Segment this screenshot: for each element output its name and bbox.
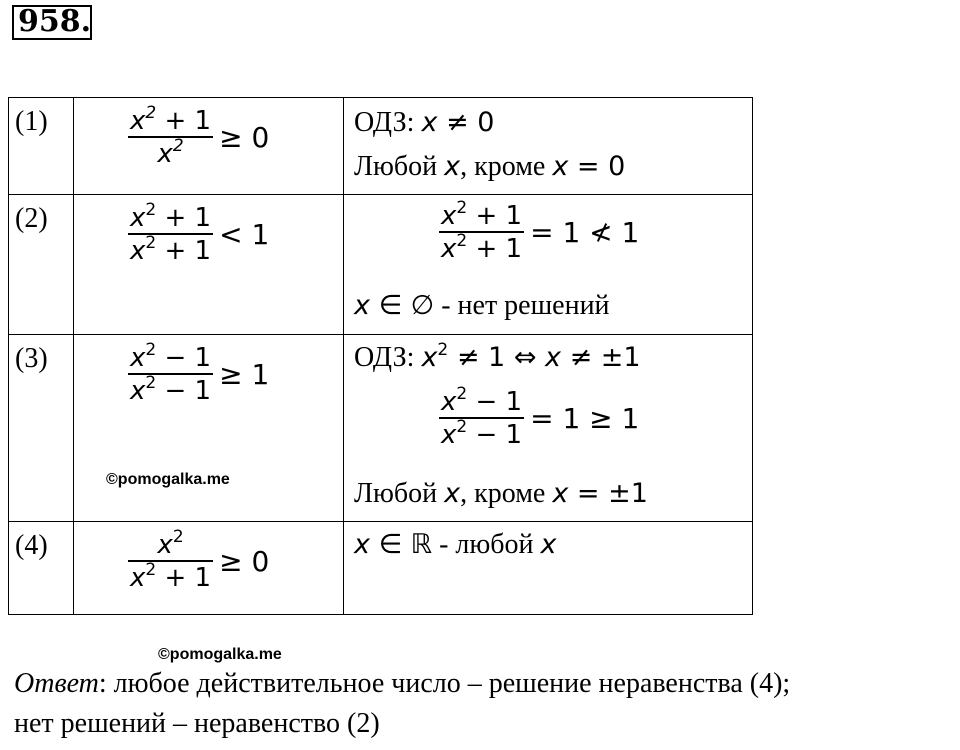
- answer-line-2: нет решений – неравенство (2): [14, 708, 380, 739]
- inequality-cell: [74, 98, 344, 195]
- inequality-relation: ≥ 0: [219, 545, 270, 578]
- solution-cell: [344, 335, 753, 522]
- solution-fraction: $\frac{x^2 + 1}{x^2 + 1}$: [441, 198, 523, 264]
- solution-line: x ∈ ∅ - нет решений: [354, 290, 610, 321]
- answer-line-1: [14, 668, 790, 700]
- solution-relation: = 1 ≮ 1: [530, 216, 640, 249]
- table-row: [9, 98, 753, 195]
- table-row: [9, 335, 753, 522]
- row-label: (4): [9, 522, 74, 615]
- inequality-cell: [74, 335, 344, 522]
- inequality-relation: < 1: [219, 218, 270, 251]
- watermark: ©pomogalka.me: [158, 646, 282, 663]
- row-label: (2): [9, 195, 74, 335]
- inequality-fraction: $\frac{x^2 + 1}{x^2}$: [130, 103, 212, 169]
- row-label: (1): [9, 98, 74, 195]
- inequality-fraction: $\frac{x^2}{x^2 + 1}$: [130, 527, 212, 593]
- answer-text: : любое действительное число – решение неравенства (4);: [98, 668, 791, 699]
- solution-cell: [344, 522, 753, 615]
- solution-line: Любой x, кроме x = ±1: [354, 478, 648, 509]
- inequality-relation: ≥ 0: [219, 121, 270, 154]
- solution-cell: [344, 98, 753, 195]
- solution-line: Любой x, кроме x = 0: [354, 151, 626, 182]
- inequality-cell: [74, 522, 344, 615]
- inequality-fraction: $\frac{x^2 - 1}{x^2 - 1}$: [130, 340, 212, 406]
- solution-cell: [344, 195, 753, 335]
- table-row: [9, 522, 753, 615]
- table-row: [9, 195, 753, 335]
- solution-line: ОДЗ: x ≠ 0: [354, 107, 495, 138]
- inequality-relation: ≥ 1: [219, 358, 270, 391]
- inequality-cell: [74, 195, 344, 335]
- answer-label: Ответ: [14, 668, 99, 699]
- row-label: (3): [9, 335, 74, 522]
- solution-line: x ∈ ℝ - любой x: [354, 529, 557, 560]
- solution-fraction: $\frac{x^2 - 1}{x^2 - 1}$: [441, 384, 523, 450]
- problem-number: 958.: [12, 5, 92, 40]
- solution-table: [8, 97, 753, 615]
- solution-line: ОДЗ: $x^2 \ne 1$ ⇔ x ≠ ±1: [354, 340, 641, 373]
- solution-relation: = 1 ≥ 1: [530, 402, 640, 435]
- watermark: ©pomogalka.me: [106, 471, 230, 488]
- inequality-fraction: $\frac{x^2 + 1}{x^2 + 1}$: [130, 200, 212, 266]
